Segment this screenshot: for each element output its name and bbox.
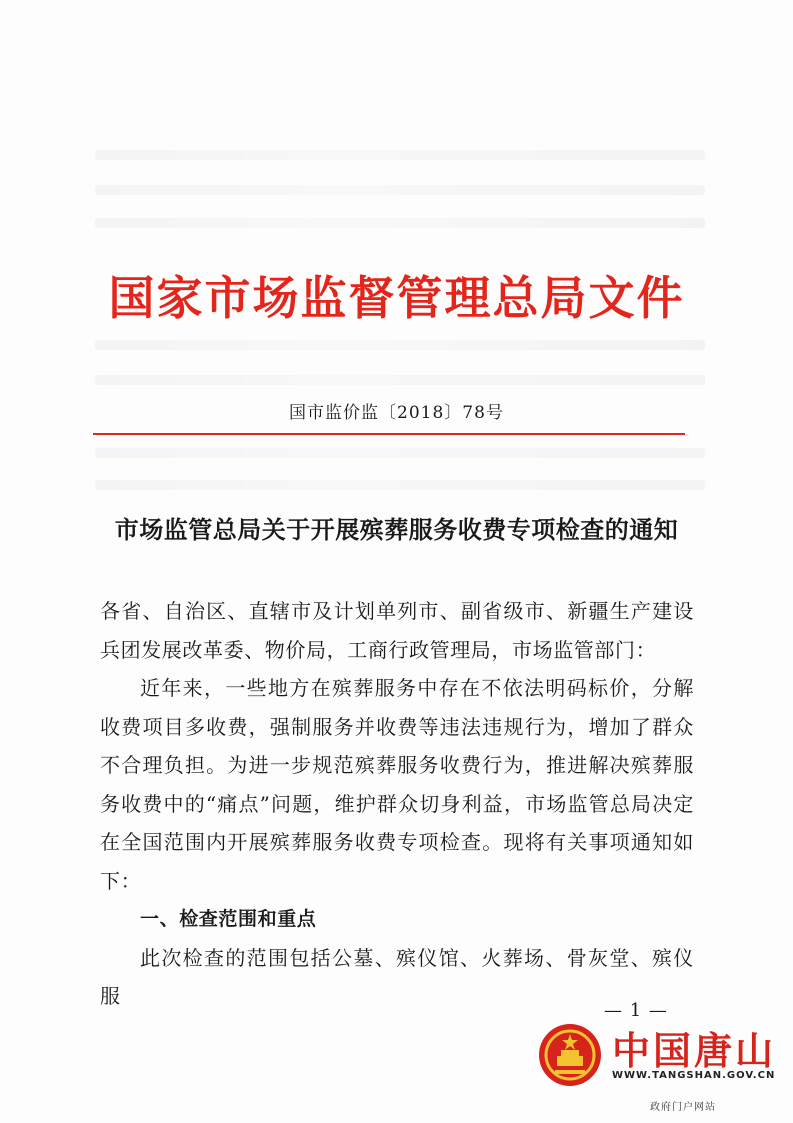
red-divider [93,433,685,435]
page-number: — 1 — [604,1000,668,1021]
section-heading: 一、检查范围和重点 [140,908,317,930]
issuer-header-title: 国家市场监督管理总局文件 [108,271,685,325]
watermark-site-subtitle: 政府门户网站 [650,1102,716,1113]
document-number: 国市监价监〔2018〕78号 [289,403,504,423]
bleed-through-line [95,150,705,160]
bleed-through-line [95,185,705,195]
bleed-through-line [95,340,705,350]
bleed-through-line [95,480,705,490]
watermark-site-name: 中国唐山 [612,1028,777,1073]
bleed-through-line [95,218,705,228]
paragraph: 近年来，一些地方在殡葬服务中存在不依法明码标价，分解收费项目多收费，强制服务并收费等违法违规行为，增加了群众不合理负担。为进一步规范殡葬服务收费行为，推进解决殡葬服务收费中的“痛点”问题，维护群众切身利益，市场监管总局决定在全国范围内开展殡葬服务收费专项检查。现将有关事项通知如下： [100,676,694,893]
watermark-site-url[interactable]: WWW.TANGSHAN.GOV.CN [612,1070,776,1081]
document-body [100,592,694,1016]
bleed-through-line [95,375,705,385]
notice-title: 市场监管总局关于开展殡葬服务收费专项检查的通知 [114,515,679,544]
bleed-through-line [95,448,705,458]
addressee: 各省、自治区、直辖市及计划单列市、副省级市、新疆生产建设兵团发展改革委、物价局，工商行政管理局，市场监管部门： [100,599,694,662]
paragraph: 此次检查的范围包括公墓、殡仪馆、火葬场、骨灰堂、殡仪服 [100,945,694,1008]
national-emblem-icon [537,1022,603,1088]
